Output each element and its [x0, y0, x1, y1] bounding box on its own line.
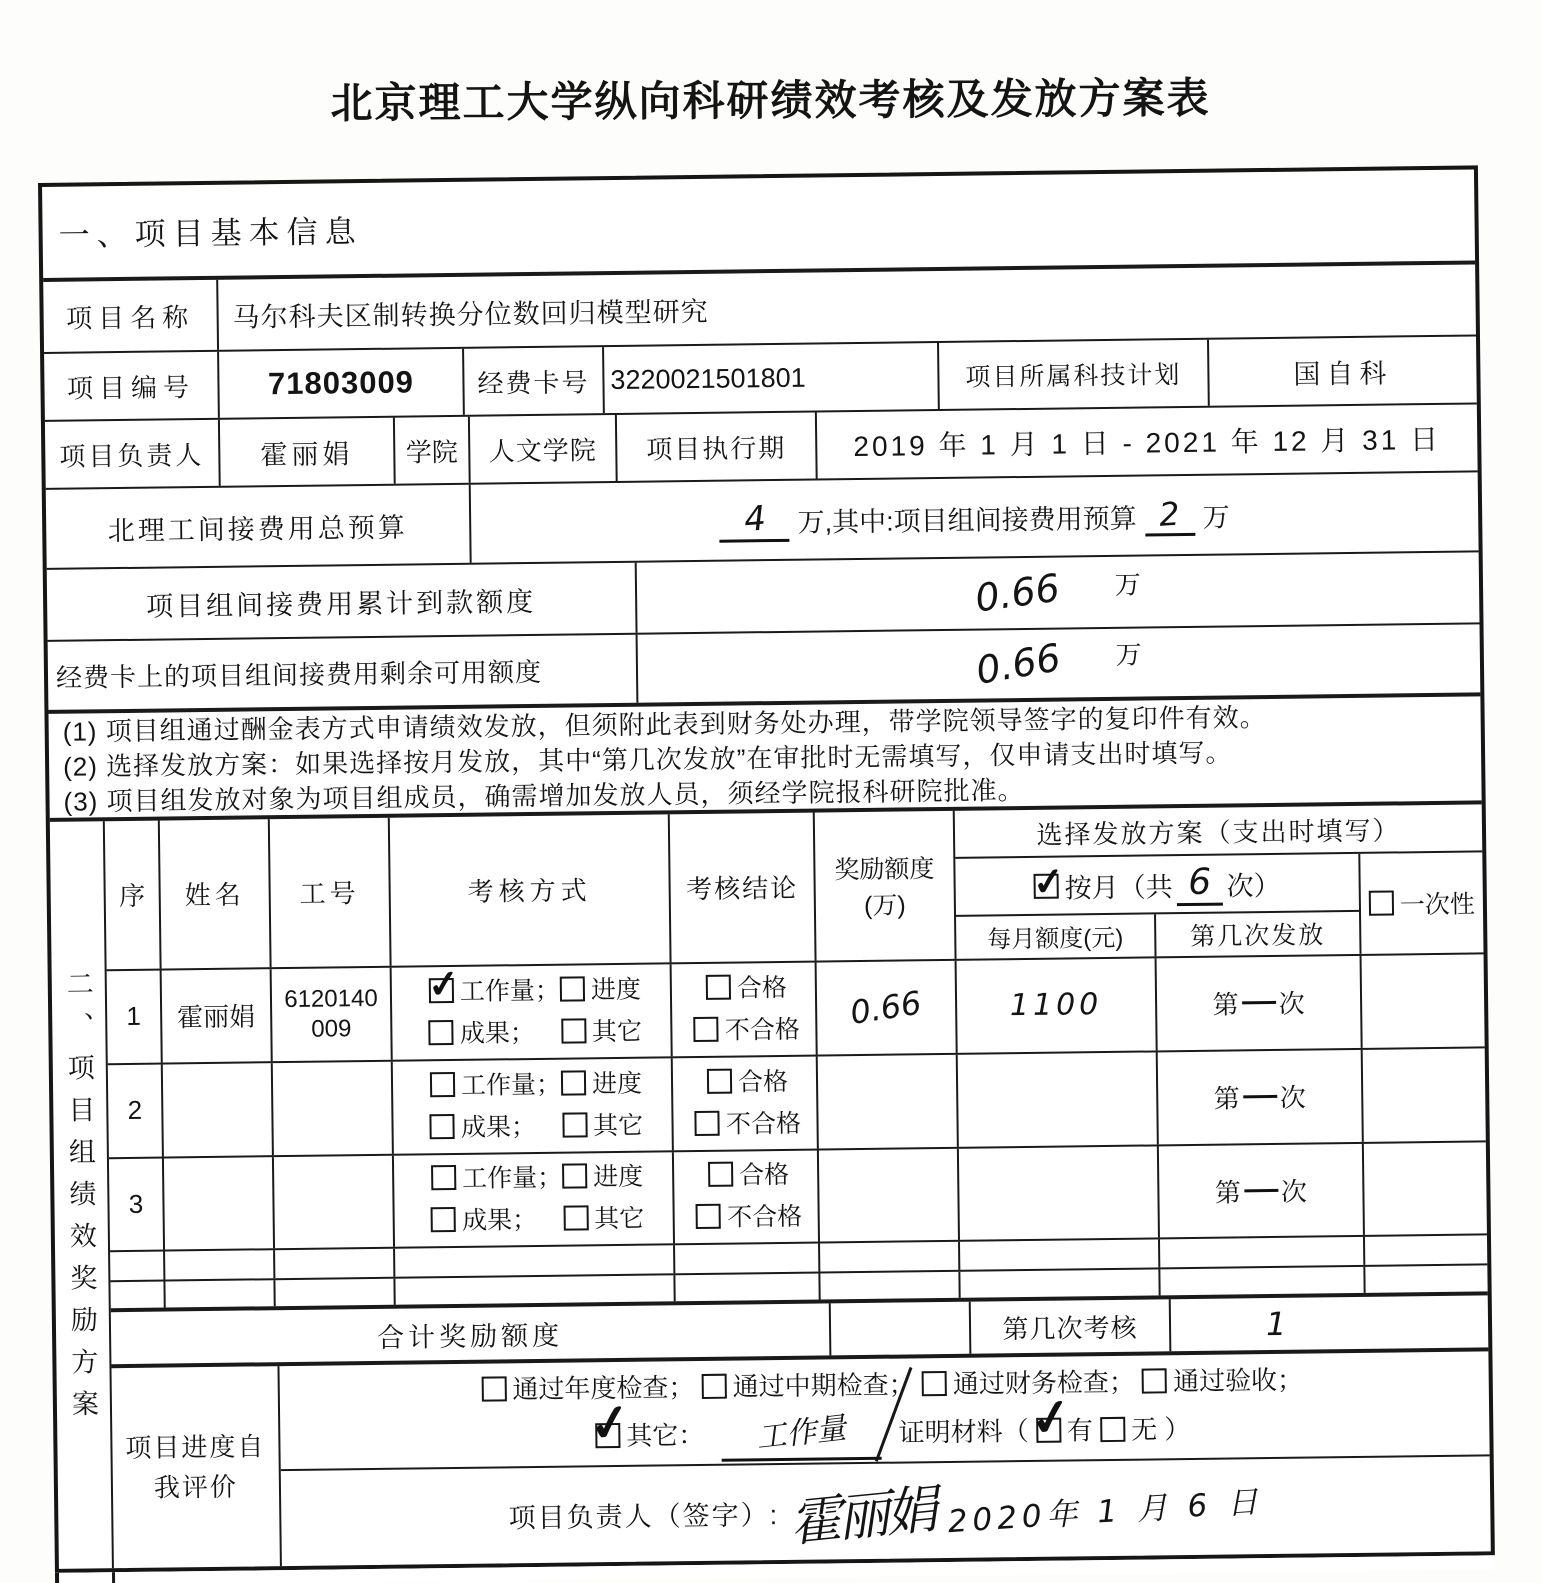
- row3-name[interactable]: [164, 1157, 275, 1250]
- notes-row: [48, 696, 1481, 821]
- row3-conclusion: 合格 不合格: [674, 1150, 820, 1244]
- project-no-value[interactable]: 71803009: [219, 349, 465, 418]
- budget-value-cell: [471, 472, 1479, 562]
- col-amount: 奖励额度 (万): [815, 811, 957, 960]
- fund-card-value[interactable]: 3220021501801: [604, 343, 940, 413]
- row3-seq: 3: [109, 1158, 165, 1251]
- row3-once-cell: [1364, 1142, 1487, 1235]
- section1-header: 一、项目基本信息: [58, 214, 363, 253]
- monthly-prefix: 按月（共: [1064, 871, 1173, 904]
- mid-check-checkbox[interactable]: [701, 1374, 726, 1399]
- row2-monthly[interactable]: [958, 1052, 1159, 1146]
- row3-fail-checkbox[interactable]: [696, 1204, 721, 1229]
- row2-name[interactable]: [163, 1063, 274, 1156]
- budget-mid-text: 万,其中:项目组间接费用预算: [797, 503, 1137, 538]
- col-name: 姓名: [160, 819, 272, 968]
- form-title: 北京理工大学纵向科研绩效考核及发放方案表: [330, 74, 1211, 127]
- once-label: 一次性: [1399, 890, 1476, 920]
- pi-label: 项目负责人: [45, 420, 221, 488]
- total-amount-cell[interactable]: [831, 1302, 972, 1356]
- main-form-table: [38, 165, 1495, 1572]
- row3-other-checkbox[interactable]: [563, 1206, 588, 1231]
- program-label: 项目所属科技计划: [939, 340, 1210, 409]
- signature-date[interactable]: 2020年 1 月 6 日: [946, 1484, 1264, 1541]
- section2-side-label: 二、项目组绩效奖励方案: [50, 821, 114, 1569]
- row2-seq: 2: [108, 1064, 164, 1157]
- signature-label: 项目负责人（签字）:: [508, 1500, 780, 1534]
- monthly-times-blank[interactable]: [1176, 862, 1223, 907]
- row1-seq: 1: [107, 970, 163, 1063]
- row1-progress-checkbox[interactable]: [560, 976, 585, 1001]
- row3-amount[interactable]: [819, 1148, 960, 1242]
- other-check-checkbox[interactable]: [595, 1423, 620, 1448]
- reward-table-header: [105, 804, 1484, 971]
- row2-once-cell: [1363, 1048, 1486, 1141]
- note-3: (3) 项目组发放对象为项目组成员，确需增加发放人员，须经学院报科研院批准。: [63, 774, 1025, 817]
- row3-id[interactable]: [274, 1155, 395, 1248]
- budget-group-value: 2: [1158, 494, 1182, 534]
- row1-workload-checkbox[interactable]: [429, 978, 454, 1003]
- budget-label: 北理工间接费用总预算: [46, 485, 472, 568]
- row2-nth[interactable]: 第 次: [1158, 1050, 1364, 1144]
- fund-card-label: 经费卡号: [464, 347, 605, 415]
- nth-assess-label: 第几次考核: [971, 1300, 1172, 1354]
- row1-id[interactable]: 6120140009: [272, 968, 393, 1061]
- nth-assess-value-cell[interactable]: [1171, 1296, 1489, 1352]
- self-eval-block: [111, 1352, 1490, 1569]
- note-2: (2) 选择发放方案：如果选择按月发放，其中“第几次发放”在审批时无需填写，仅申请支出时填写。: [62, 736, 1233, 782]
- row1-fail-checkbox[interactable]: [694, 1016, 719, 1041]
- remain-value: 0.66: [973, 635, 1064, 693]
- row1-nth[interactable]: 第 次: [1157, 956, 1363, 1050]
- row2-other-checkbox[interactable]: [562, 1112, 587, 1137]
- monthly-times-value: 6: [1187, 861, 1212, 903]
- plan-header-block: [955, 804, 1484, 958]
- school-label: 学院: [395, 417, 471, 484]
- row1-other-checkbox[interactable]: [561, 1018, 586, 1043]
- received-value: 0.66: [972, 565, 1063, 621]
- row3-pass-checkbox[interactable]: [708, 1162, 733, 1187]
- remain-label: 经费卡上的项目组间接费用剩余可用额度: [48, 635, 639, 710]
- project-name-label: 项目名称: [43, 280, 219, 352]
- accept-check-checkbox[interactable]: [1142, 1369, 1167, 1394]
- col-method: 考核方式: [390, 814, 672, 965]
- period-value[interactable]: 2019 年 1 月 1 日 - 2021 年 12 月 31 日: [853, 423, 1442, 463]
- row3-nth[interactable]: 第 次: [1159, 1143, 1365, 1237]
- row1-name[interactable]: 霍丽娟: [162, 969, 273, 1062]
- monthly-option: [955, 854, 1359, 917]
- remain-value-cell[interactable]: [638, 624, 1481, 702]
- period-label: 项目执行期: [617, 413, 818, 481]
- received-label: 项目组间接费用累计到款额度: [47, 563, 638, 640]
- row2-workload-checkbox[interactable]: [430, 1072, 455, 1097]
- row1-result-checkbox[interactable]: [429, 1020, 454, 1045]
- monthly-checkbox[interactable]: [1034, 873, 1059, 898]
- row3-workload-checkbox[interactable]: [431, 1165, 456, 1190]
- member-row-2: [108, 1048, 1486, 1159]
- row1-amount[interactable]: 0.66: [817, 961, 958, 1055]
- project-no-label: 项目编号: [44, 352, 220, 420]
- budget-total-blank[interactable]: [719, 498, 790, 542]
- col-seq: 序: [105, 821, 162, 969]
- remain-unit: 万: [1115, 639, 1142, 670]
- row1-pass-checkbox[interactable]: [706, 974, 731, 999]
- fin-check-checkbox[interactable]: [922, 1371, 947, 1396]
- budget-group-blank[interactable]: [1144, 494, 1194, 536]
- received-value-cell[interactable]: [637, 552, 1480, 632]
- budget-total-value: 4: [742, 497, 768, 540]
- row2-conclusion: 合格 不合格: [673, 1056, 819, 1150]
- total-label: 合计奖励额度: [111, 1304, 832, 1365]
- row1-method: ✓工作量； 进度 成果； 其它: [392, 964, 673, 1059]
- plan-header: 选择发放方案（支出时填写）: [955, 804, 1483, 858]
- monthly-suffix: 次）: [1226, 870, 1281, 902]
- notes-cell: [48, 696, 1481, 817]
- col-conclusion: 考核结论: [670, 813, 817, 963]
- budget-unit-text: 万: [1202, 501, 1230, 533]
- once-option: [1360, 852, 1483, 953]
- row2-method: 工作量； 进度 成果； 其它: [393, 1058, 674, 1153]
- project-name-value[interactable]: 马尔科夫区制转换分位数回归模型研究: [232, 296, 709, 333]
- row2-result-checkbox[interactable]: [430, 1114, 455, 1139]
- row3-progress-checkbox[interactable]: [562, 1164, 587, 1189]
- other-value: 工作量: [754, 1410, 849, 1457]
- row1-monthly[interactable]: 1100: [957, 958, 1158, 1052]
- have-proof-checkbox[interactable]: [1036, 1418, 1061, 1443]
- row2-progress-checkbox[interactable]: [561, 1070, 586, 1095]
- nth-assess-value: 1: [1265, 1305, 1287, 1344]
- row1-once-cell: [1362, 954, 1485, 1047]
- row3-method: 工作量； 进度 成果； 其它: [394, 1152, 675, 1247]
- col-id: 工号: [270, 818, 392, 967]
- member-row-3: [109, 1142, 1487, 1253]
- received-unit: 万: [1114, 569, 1141, 600]
- note-1: (1) 项目组通过酬金表方式申请绩效发放，但须附此表到财务处办理，带学院领导签字的复印件有效。: [62, 701, 1267, 747]
- signature-name[interactable]: 霍丽娟: [787, 1480, 937, 1555]
- eval-checks: 通过年度检查； 通过中期检查； 通过财务检查； 通过验收； ✓其它： 工作量 证明材料（ ✓ 有 无 ）: [279, 1352, 1489, 1472]
- annual-check-checkbox[interactable]: [481, 1377, 506, 1402]
- col-monthly-amount: 每月额度(元): [956, 914, 1156, 958]
- signature-row: [281, 1457, 1491, 1566]
- no-proof-checkbox[interactable]: [1100, 1417, 1125, 1442]
- row2-amount[interactable]: [818, 1055, 959, 1149]
- self-eval-label: 项目进度自 我评价: [111, 1366, 281, 1568]
- col-nth-pay: 第几次发放: [1190, 921, 1326, 951]
- section2: [50, 804, 1491, 1568]
- program-value[interactable]: 国自科: [1293, 357, 1393, 390]
- row2-pass-checkbox[interactable]: [707, 1068, 732, 1093]
- member-row-1: [107, 954, 1485, 1065]
- row1-conclusion: 合格 不合格: [672, 962, 818, 1056]
- row3-monthly[interactable]: [959, 1146, 1160, 1240]
- other-value-blank[interactable]: [721, 1409, 882, 1462]
- section1-header-row: [42, 169, 1475, 281]
- row2-id[interactable]: [273, 1061, 394, 1154]
- pi-value[interactable]: 霍丽娟: [220, 418, 396, 486]
- row3-result-checkbox[interactable]: [431, 1207, 456, 1232]
- row2-fail-checkbox[interactable]: [695, 1110, 720, 1135]
- school-value[interactable]: 人文学院: [470, 415, 618, 483]
- once-checkbox[interactable]: [1369, 891, 1394, 916]
